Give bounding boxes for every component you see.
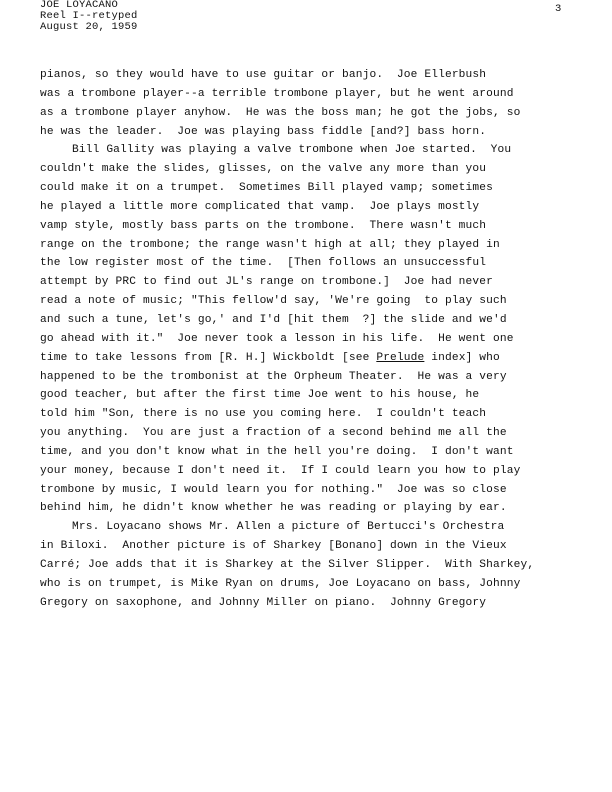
document-header	[40, 0, 138, 33]
text-line: read a note of music; "This fellow'd say, 'We're going to play such	[40, 295, 507, 308]
text-line: you anything. You are just a fraction of a second behind me all the	[40, 427, 507, 440]
text-line: Gregory on saxophone, and Johnny Miller on piano. Johnny Gregory	[40, 596, 487, 609]
header-date: August 20, 1959	[40, 21, 138, 33]
text-segment: index] who	[424, 351, 500, 364]
text-line: vamp style, mostly bass parts on the trombone. There wasn't much	[40, 219, 487, 232]
transcript-body	[40, 66, 600, 612]
text-line: who is on trumpet, is Mike Ryan on drums, Joe Loyacano on bass, Johnny	[40, 577, 521, 590]
text-line-prelude	[40, 349, 600, 368]
text-line: he played a little more complicated that vamp. Joe plays mostly	[40, 200, 480, 213]
text-line: as a trombone player anyhow. He was the boss man; he got the jobs, so	[40, 106, 521, 119]
header-name: JOE LOYACANO	[40, 0, 119, 11]
prelude-reference: Prelude	[376, 351, 425, 364]
text-line: trombone by music, I would learn you for nothing." Joe was so close	[40, 483, 507, 496]
text-line: behind him, he didn't know whether he was reading or playing by ear.	[40, 502, 507, 515]
text-line: Mrs. Loyacano shows Mr. Allen a picture of Bertucci's Orchestra	[72, 521, 505, 534]
text-line: couldn't make the slides, glisses, on the valve any more than you	[40, 163, 487, 176]
text-line: attempt by PRC to find out JL's range on trombone.] Joe had never	[40, 276, 493, 289]
text-line: pianos, so they would have to use guitar or banjo. Joe Ellerbush	[40, 69, 487, 81]
text-line: in Biloxi. Another picture is of Sharkey [Bonano] down in the Vieux	[40, 540, 507, 553]
text-line: Bill Gallity was playing a valve trombone when Joe started. You	[72, 144, 512, 157]
text-line: was a trombone player--a terrible trombone player, but he went around	[40, 87, 514, 100]
text-line: he was the leader. Joe was playing bass fiddle [and?] bass horn.	[40, 125, 487, 138]
text-line: happened to be the trombonist at the Orpheum Theater. He was a very	[40, 370, 507, 383]
text-line: told him "Son, there is no use you coming here. I couldn't teach	[40, 408, 487, 421]
text-segment: time to take lessons from [R. H.] Wickboldt [see	[40, 351, 377, 364]
text-line: go ahead with it." Joe never took a lesson in his life. He went one	[40, 332, 514, 345]
header-reel: Reel I--retyped	[40, 10, 138, 22]
text-line: and such a tune, let's go,' and I'd [hit them ?] the slide and we'd	[40, 313, 507, 326]
text-line: range on the trombone; the range wasn't high at all; they played in	[40, 238, 500, 251]
text-line: could make it on a trumpet. Sometimes Bill played vamp; sometimes	[40, 182, 493, 195]
text-line: the low register most of the time. [Then follows an unsuccessful	[40, 257, 487, 270]
page-number: 3	[555, 3, 562, 15]
text-line: your money, because I don't need it. If I could learn you how to play	[40, 464, 521, 477]
text-line: Carré; Joe adds that it is Sharkey at the Silver Slipper. With Sharkey,	[40, 558, 535, 571]
text-line: good teacher, but after the first time Joe went to his house, he	[40, 389, 480, 402]
text-line: time, and you don't know what in the hell you're doing. I don't want	[40, 445, 514, 458]
